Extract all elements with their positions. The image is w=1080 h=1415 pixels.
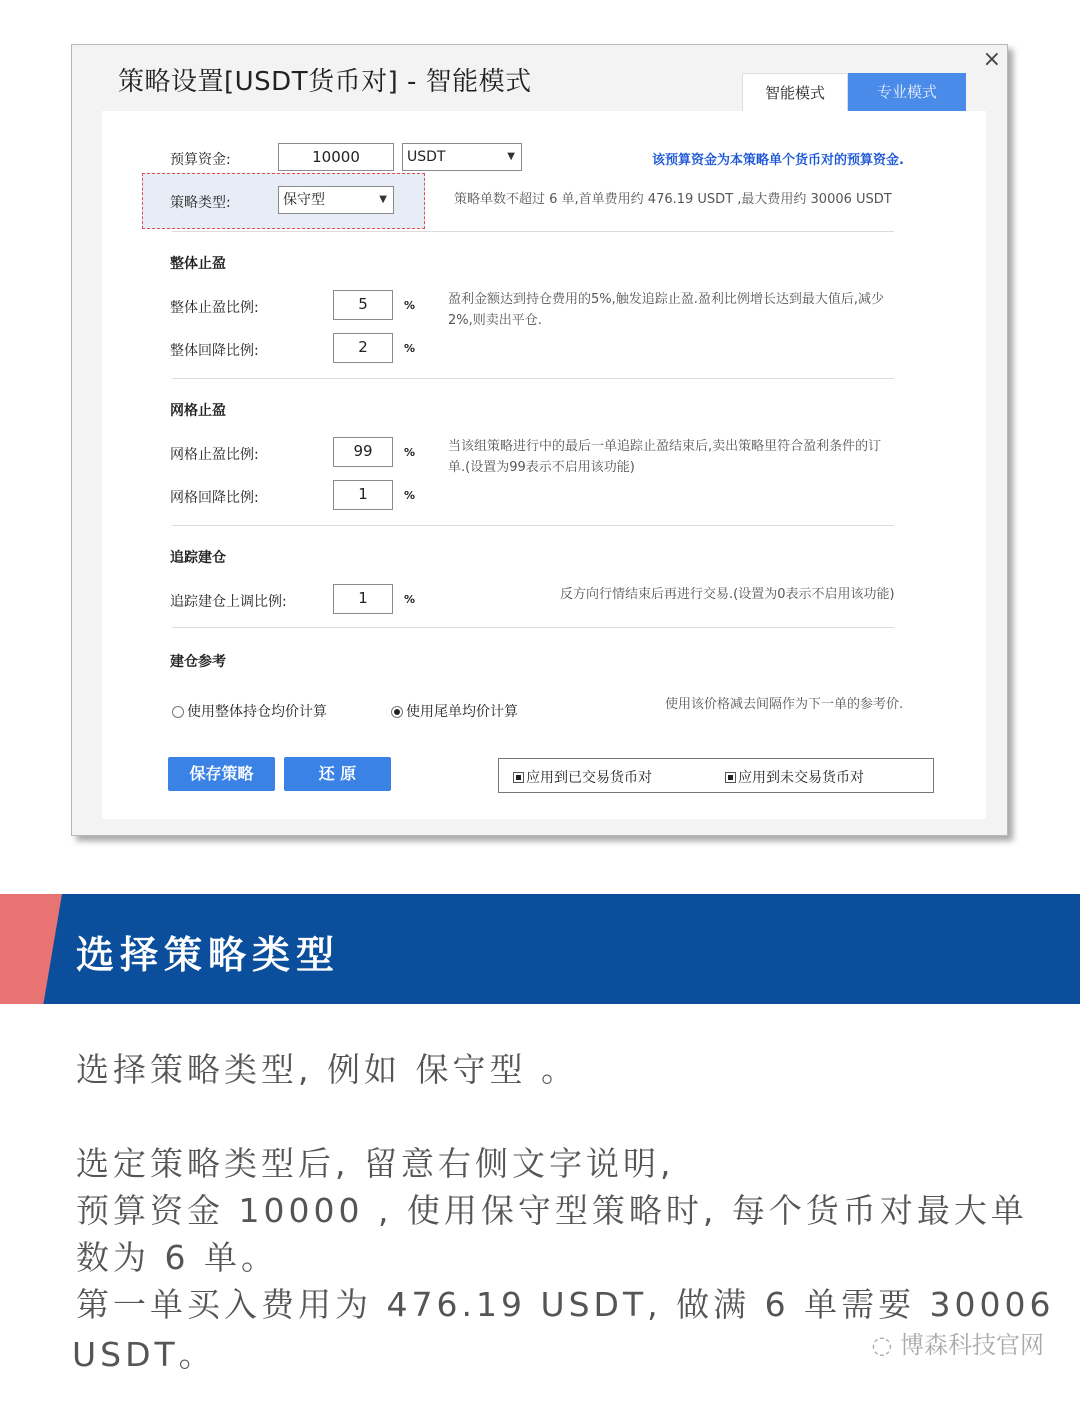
strategy-type-label: 策略类型: xyxy=(170,195,231,211)
chevron-down-icon: ▼ xyxy=(379,194,387,205)
reference-option2-label: 使用尾单均价计算 xyxy=(406,704,518,720)
budget-input[interactable]: 10000 xyxy=(278,143,394,171)
strategy-type-select[interactable] xyxy=(278,186,394,214)
restore-button[interactable]: 还 原 xyxy=(284,757,391,791)
strategy-settings-dialog xyxy=(71,44,1008,836)
checkbox-checked-icon[interactable] xyxy=(725,772,736,783)
reference-option1-label: 使用整体持仓均价计算 xyxy=(187,704,327,720)
reference-option2[interactable] xyxy=(391,701,518,721)
trailing-ratio-label: 追踪建仓上调比例: xyxy=(170,594,287,610)
divider xyxy=(172,231,894,232)
overall-tp-note-line1: 盈利金额达到持仓费用的5%,触发追踪止盈.盈利比例增长达到最大值后,减少 xyxy=(448,292,885,307)
body-line-1: 选择策略类型, 例如 保守型 。 xyxy=(76,1050,578,1089)
apply-traded-label: 应用到已交易货币对 xyxy=(526,770,652,786)
dialog-title: 策略设置[USDT货币对] - 智能模式 xyxy=(118,67,532,97)
settings-panel xyxy=(102,111,986,819)
body-line-5: 第一单买入费用为 476.19 USDT, 做满 6 单需要 30006 xyxy=(76,1285,1055,1324)
tab-pro-mode[interactable]: 专业模式 xyxy=(848,73,966,111)
grid-tp-note-line2: 单.(设置为99表示不启用该功能) xyxy=(448,460,635,475)
grid-tp-note-line1: 当该组策略进行中的最后一单追踪止盈结束后,卖出策略里符合盈利条件的订 xyxy=(448,439,882,454)
banner-accent xyxy=(0,894,62,1004)
divider xyxy=(172,525,894,526)
strategy-type-value: 保守型 xyxy=(283,192,325,208)
grid-tp-ratio-input[interactable]: 99 xyxy=(333,437,393,467)
wechat-icon: ◌ xyxy=(871,1331,893,1359)
watermark-text: 博森科技官网 xyxy=(900,1331,1044,1359)
radio-checked-icon[interactable] xyxy=(391,706,403,718)
reference-title: 建仓参考 xyxy=(170,654,226,670)
close-icon[interactable]: × xyxy=(982,47,1001,72)
watermark xyxy=(871,1325,1044,1360)
banner-title: 选择策略类型 xyxy=(76,933,341,977)
tab-smart-mode[interactable]: 智能模式 xyxy=(742,73,848,112)
grid-pullback-label: 网格回降比例: xyxy=(170,490,259,506)
apply-untraded-checkbox[interactable] xyxy=(725,767,864,787)
overall-pullback-label: 整体回降比例: xyxy=(170,343,259,359)
trailing-title: 追踪建仓 xyxy=(170,550,226,566)
apply-options-box xyxy=(498,758,934,793)
budget-label: 预算资金: xyxy=(170,152,231,168)
overall-pullback-input[interactable]: 2 xyxy=(333,333,393,363)
divider xyxy=(172,378,894,379)
chevron-down-icon: ▼ xyxy=(507,151,515,162)
currency-select-value: USDT xyxy=(407,149,446,165)
trailing-note: 反方向行情结束后再进行交易.(设置为0表示不启用该功能) xyxy=(560,587,895,602)
budget-note: 该预算资金为本策略单个货币对的预算资金. xyxy=(652,153,904,168)
grid-tp-title: 网格止盈 xyxy=(170,403,226,419)
body-line-2: 选定策略类型后, 留意右侧文字说明, xyxy=(76,1144,675,1183)
body-line-3: 预算资金 10000 , 使用保守型策略时, 每个货币对最大单 xyxy=(76,1191,1028,1230)
grid-tp-ratio-label: 网格止盈比例: xyxy=(170,447,259,463)
percent-unit: % xyxy=(404,299,416,312)
checkbox-checked-icon[interactable] xyxy=(513,772,524,783)
currency-select[interactable] xyxy=(402,143,522,171)
apply-traded-checkbox[interactable] xyxy=(513,767,652,787)
body-line-4: 数为 6 单。 xyxy=(76,1238,278,1277)
trailing-ratio-input[interactable]: 1 xyxy=(333,584,393,614)
overall-tp-ratio-label: 整体止盈比例: xyxy=(170,300,259,316)
overall-tp-title: 整体止盈 xyxy=(170,256,226,272)
percent-unit: % xyxy=(404,446,416,459)
divider xyxy=(172,627,894,628)
radio-unchecked-icon[interactable] xyxy=(172,706,184,718)
apply-untraded-label: 应用到未交易货币对 xyxy=(738,770,864,786)
overall-tp-ratio-input[interactable]: 5 xyxy=(333,290,393,320)
percent-unit: % xyxy=(404,593,416,606)
percent-unit: % xyxy=(404,489,416,502)
percent-unit: % xyxy=(404,342,416,355)
grid-pullback-input[interactable]: 1 xyxy=(333,480,393,510)
reference-option1[interactable] xyxy=(172,701,327,721)
body-line-6: USDT。 xyxy=(72,1335,216,1374)
section-banner xyxy=(0,894,1080,1004)
strategy-type-note: 策略单数不超过 6 单,首单费用约 476.19 USDT ,最大费用约 30006 USDT xyxy=(454,192,892,207)
reference-note: 使用该价格减去间隔作为下一单的参考价. xyxy=(665,697,904,712)
overall-tp-note-line2: 2%,则卖出平仓. xyxy=(448,313,542,328)
save-strategy-button[interactable]: 保存策略 xyxy=(168,757,275,791)
